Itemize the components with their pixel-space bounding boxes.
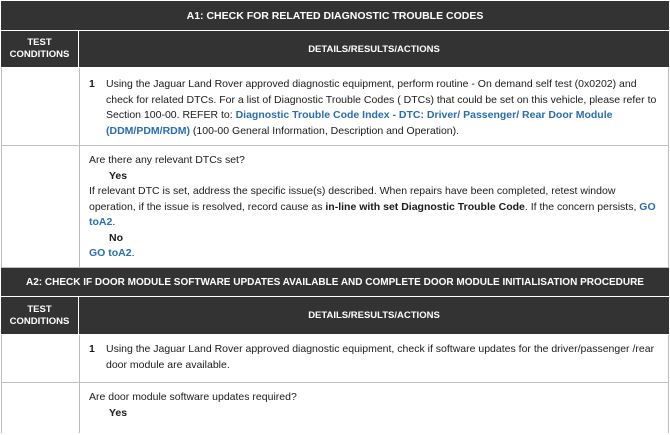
yes-bold-text: in-line with set Diagnostic Trouble Code bbox=[325, 200, 525, 213]
section-a1-step-row bbox=[1, 68, 669, 146]
test-conditions-cell bbox=[2, 383, 80, 433]
test-conditions-cell bbox=[2, 68, 80, 145]
yes-label: Yes bbox=[109, 169, 128, 182]
step-item bbox=[89, 77, 662, 139]
section-a2-title: A2: CHECK IF DOOR MODULE SOFTWARE UPDATES AVAILABLE AND COMPLETE DOOR MODULE INITIALISATION PROCEDURE bbox=[1, 268, 669, 297]
step-text bbox=[106, 77, 662, 139]
test-conditions-cell bbox=[2, 146, 80, 267]
section-a1-column-headers bbox=[1, 31, 669, 68]
section-a1-results-row bbox=[1, 146, 669, 268]
section-a2-column-headers bbox=[1, 297, 669, 335]
step-item bbox=[89, 342, 662, 373]
no-label: No bbox=[109, 231, 123, 244]
yes-action-text bbox=[89, 184, 662, 231]
go-to-a2-link[interactable]: GO toA2 bbox=[89, 200, 656, 228]
yes-text-part-2: . If the concern persists, bbox=[524, 200, 640, 213]
document bbox=[1, 1, 669, 433]
column-header-details: DETAILS/RESULTS/ACTIONS bbox=[308, 43, 440, 55]
step-number: 1 bbox=[89, 343, 95, 355]
details-cell bbox=[80, 146, 668, 267]
yes-text-part: If relevant DTC is set, address the specific issue(s) described. When repairs have been completed, retest window operation, if the issue is resolved, record cause as bbox=[89, 185, 616, 213]
question-text: Are door module software updates required? bbox=[89, 391, 297, 403]
test-conditions-cell bbox=[2, 335, 80, 382]
step-text-part: Using the Jaguar Land Rover approved diagnostic equipment, perform routine - On demand self test (0x0202) and check for related DTCs. For a list of Diagnostic Trouble Codes ( DTCs) that could be set on this vehicle, please refer to Section 100-00. REFER to: bbox=[106, 78, 657, 121]
details-cell bbox=[80, 68, 668, 145]
section-a1-title: A1: CHECK FOR RELATED DIAGNOSTIC TROUBLE CODES bbox=[1, 1, 669, 31]
step-number: 1 bbox=[89, 78, 95, 90]
go-to-a2-link[interactable]: GO toA2 bbox=[89, 247, 132, 259]
column-header-test-conditions: TEST CONDITIONS bbox=[1, 297, 79, 334]
dtc-index-link[interactable]: Diagnostic Trouble Code Index - DTC: Driver/ Passenger/ Rear Door Module (DDM/PDM/RDM) bbox=[106, 109, 613, 137]
question-text: Are there any relevant DTCs set? bbox=[89, 154, 245, 166]
section-a2-step-row bbox=[1, 335, 669, 383]
step-text: Using the Jaguar Land Rover approved diagnostic equipment, check if software updates for the driver/passenger /rear door module are available. bbox=[106, 343, 655, 371]
details-cell bbox=[80, 335, 668, 382]
details-cell bbox=[80, 383, 668, 433]
yes-end: . bbox=[112, 216, 116, 228]
column-header-details: DETAILS/RESULTS/ACTIONS bbox=[308, 310, 440, 321]
step-text-part-2: (100-00 General Information, Description and Operation). bbox=[190, 124, 460, 137]
column-header-test-conditions: TEST CONDITIONS bbox=[1, 31, 79, 67]
section-a2-results-row bbox=[1, 383, 669, 433]
no-end: . bbox=[131, 247, 135, 259]
no-action-text bbox=[89, 246, 662, 262]
yes-label: Yes bbox=[109, 406, 128, 419]
